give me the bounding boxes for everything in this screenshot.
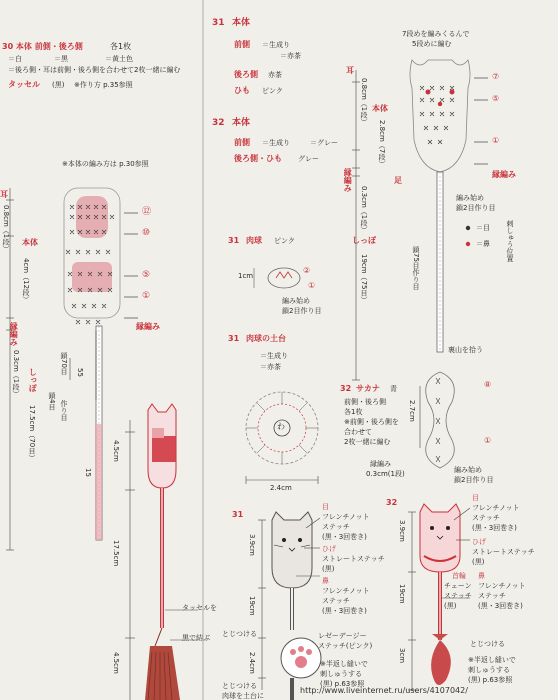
edge-len-30: 0.3cm（1段） [12,350,21,398]
stick-32-eye: 目 [472,494,479,502]
stick-32-nose-st3: (黒・3回巻き) [478,602,523,610]
paw-num: 31 [228,236,240,245]
paw-row-2: ② [303,266,311,275]
row-12-marker: ⑫ [142,207,152,217]
stick-32-chain-st1: チェーン [444,582,472,590]
paw-row-1: ① [308,281,316,290]
stick-32-half-back-2: 刺しゅうする [468,666,510,674]
stick-32-nose: 鼻 [478,572,485,580]
emb-nose: ＝鼻 [476,240,490,248]
paw-start: 編み始め [282,297,310,305]
stick-31-eye-st2: ステッチ [322,523,350,531]
stick-31-attach-1: とじつける [222,630,257,638]
cord-label-31: ひも [234,86,250,95]
stick-32-whisker-st1: ストレートステッチ [472,548,535,556]
stick-31-half-back-3: (黒) p.63参照 [320,680,365,688]
dim-175: 17.5cm [112,540,121,567]
stick-32-eye-st2: ステッチ [472,514,500,522]
fish-row-1: ① [484,436,492,445]
chain75-label: 鎖75目作り目 [412,246,421,290]
stick-32-num: 32 [386,498,398,507]
fish-color: 青 [390,385,397,393]
back-label-32: 後ろ側・ひも [234,154,282,163]
stick-31-whisker: ひげ [322,545,336,553]
right-start: 編み始め [456,194,484,202]
stick-32-dim-39: 3.9cm [398,520,407,542]
tail-label-30: しっぽ [28,368,38,392]
tassel-tie: 黒で結ぶ [182,634,210,642]
stick-31-nose-st1: フレンチノット [322,587,370,595]
stick-32-chain-st2: ステッチ [444,592,472,600]
right-chain2: 鎖2目作り目 [456,204,496,212]
edge-label-31: 縁編み [343,168,353,192]
fish-edge: 縁編み [370,460,391,468]
cord-color-31: ピンク [262,87,283,95]
fish-title: サカナ [356,384,380,393]
body-len-30: 4cm（12段） [22,258,31,304]
stick-31-num: 31 [232,510,244,519]
stick-32-eye-st3: (黒・3回巻き) [472,524,517,532]
stick-32-chain-st3: (黒) [444,602,457,610]
dim-45-bottom: 4.5cm [112,652,121,674]
legend-join-note: ＝後ろ側・耳は前側・後ろ側を合わせて2枚一緒に編む [8,66,181,74]
paw-size: 1cm [238,272,254,280]
pattern-30-count: 各1枚 [110,42,132,51]
paw-chain: 鎖2目作り目 [282,307,322,315]
stick-31-dim-39: 3.9cm [248,534,257,556]
stick-31-attach-2: とじつける [222,682,257,690]
edge-len-31: 0.3cm（1段） [360,186,369,234]
base-num: 31 [228,334,240,343]
stick-31-nose: 鼻 [322,577,329,585]
stick-31-lazy-st: ステッチ(ピンク) [318,642,373,650]
base-title: 肉球の土台 [246,334,286,343]
front-color-b-32: ＝グレー [310,139,338,147]
stick-31-half-back-1: ※半返し縫いで [320,660,368,668]
front-color-a-32: ＝生成り [262,139,290,147]
made-label: 作り目 [60,400,69,421]
front-color-b-31: ＝赤茶 [280,52,301,60]
fish-line-4: 合わせて [344,428,372,436]
paw-base-chart [246,392,318,484]
fish-chain: 鎖2目作り目 [454,476,494,484]
front-color-a-31: ＝生成り [262,41,290,49]
emb-eye: ＝目 [476,224,490,232]
stick-32-eye-st1: フレンチノット [472,504,520,512]
chain4-label: 鎖4目 [48,392,57,411]
edge-label-31b: 縁編み [492,170,516,179]
stick-32-half-back-1: ※半返し縫いで [468,656,516,664]
stick-31-dim-24: 2.4cm [248,652,257,674]
fish-size: 2.7cm [408,400,417,422]
pattern-31-num: 31 [212,18,225,28]
dim-45-top: 4.5cm [112,440,121,462]
back-color-31: 赤茶 [268,71,282,79]
body-ref-note: ※本体の編み方は p.30参照 [62,160,149,168]
tail-len-30: 17.5cm（70目） [28,405,37,462]
fish-row-8: ⑧ [484,380,492,389]
fish-num: 32 [340,384,352,393]
back-pick: 裏山を拾う [448,346,483,354]
back-label-31: 後ろ側 [234,70,258,79]
fish-chart [420,372,454,468]
ear-len-30: 0.8cm（1段） [2,205,11,253]
stick-32-dim-19: 19cm [398,584,407,604]
body-label-31: 本体 [372,104,388,113]
ear-len-31: 0.8cm（1段） [360,78,369,126]
tassel-ref: ※作り方 p.35参照 [74,81,133,89]
stick-32-dim-3: 3cm [398,648,407,664]
stick-32-nose-st2: ステッチ [478,592,506,600]
stick-31-lazy: レゼーデージー [318,632,367,640]
edge-label-30: 縁編み [9,322,19,346]
row-1-marker: ① [142,291,151,301]
fish-line-3: ※前側・後ろ側を [344,418,399,426]
stick-31-paw-base: 肉球を土台に [222,692,264,700]
base-diameter: 2.4cm [270,484,292,492]
stick-31-dim-19: 19cm [248,596,257,616]
tassel-color: (黒) [52,81,65,89]
stick-32-half-back-3: (黒) p.63参照 [468,676,513,684]
fish-start: 編み始め [454,466,482,474]
stick-32-collar: 首輪 [452,572,466,580]
chain70-label: 鎖70目 [60,352,69,375]
legend-ochre: ＝黄土色 [105,55,133,63]
illustration-31-stick [258,512,321,700]
base-color-a: ＝生成り [260,352,288,360]
back-color-32: グレー [298,155,319,163]
pattern-30-header: 30 本体 前側・後ろ側 [2,42,83,51]
stick-31-nose-st3: (黒・3回巻き) [322,607,367,615]
base-ring: わ [277,422,285,431]
stick-32-whisker: ひげ [472,538,486,546]
body-title-31: 本体 [232,18,251,28]
tassel-attach: タッセルを [182,604,217,612]
emb-title: 刺しゅう位置 [506,220,515,262]
base-color-b: ＝赤茶 [260,363,281,371]
edge-label-30b: 縁編み [136,322,160,331]
count-15: 15 [84,468,93,477]
fish-line-5: 2枚一緒に編む [344,438,391,446]
stick-32-attach: とじつける [470,640,505,648]
foot-label: 足 [394,176,402,185]
legend-white: ＝白 [8,55,22,63]
tail-label-31: しっぽ [352,236,376,245]
stick-31-whisker-st1: ストレートステッチ [322,555,385,563]
illustration-30-stick [125,404,198,700]
paw-color: ピンク [274,237,295,245]
fish-edge-len: 0.3cm(1段) [366,470,405,478]
stick-31-eye-st1: フレンチノット [322,513,370,521]
front-label-32: 前側 [234,138,250,147]
right-row-7: ⑦ [492,72,500,81]
stick-31-whisker-st2: (黒) [322,565,335,573]
fish-line-2: 各1枚 [344,408,363,416]
row-10-marker: ⑩ [142,228,151,238]
stick-31-nose-st2: ステッチ [322,597,350,605]
tassel-label: タッセル [8,80,40,89]
stick-31-eye-st3: (黒・3回巻き) [322,533,367,541]
ear-label-30: 耳 [0,190,8,199]
watermark-url: http://www.liveinternet.ru/users/4107042/ [300,686,468,695]
fish-line-1: 前側・後ろ側 [344,398,386,406]
stick-31-half-back-2: 刺しゅうする [320,670,362,678]
legend-black: ＝黒 [54,55,68,63]
ear-label-31: 耳 [346,66,354,75]
tail-len-31: 19cm（75目） [360,254,369,304]
count-55: 55 [76,368,85,377]
pattern-32-num: 32 [212,118,225,128]
row-5-marker: ⑤ [142,270,151,280]
body-len-31: 2.8cm（7段） [378,120,387,168]
right-row-5: ⑤ [492,94,500,103]
front-label-31: 前側 [234,40,250,49]
stick-32-whisker-st2: (黒) [472,558,485,566]
right-row-1: ① [492,136,500,145]
paw-pad-chart [254,268,300,288]
paw-title: 肉球 [246,236,262,245]
body-label-30: 本体 [22,238,38,247]
right-note-2: 5段めに編む [412,40,452,48]
stick-32-nose-st1: フレンチノット [478,582,526,590]
right-note-1: 7段めを編みくるんで [402,30,470,38]
stick-31-eye: 目 [322,503,329,511]
body-title-32: 本体 [232,118,251,128]
